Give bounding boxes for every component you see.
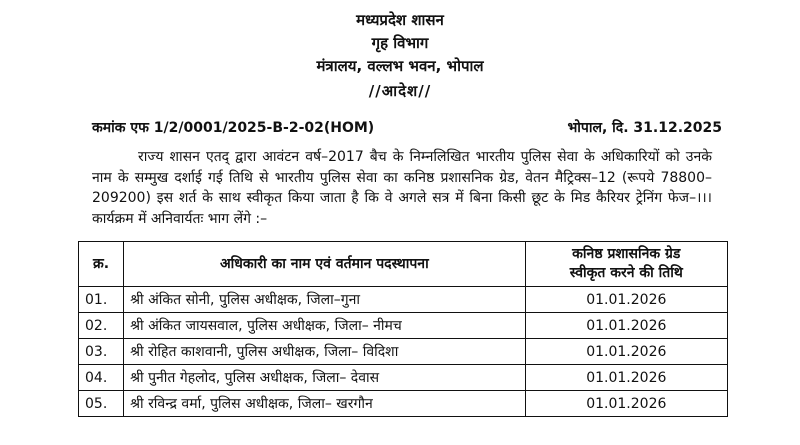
row-serial: 02.	[79, 313, 124, 339]
header-grade-date-line1: कनिष्ठ प्रशासनिक ग्रेड	[572, 246, 681, 262]
header-serial: क्र.	[79, 242, 124, 287]
order-number: कमांक एफ 1/2/0001/2025-B-2-02(HOM)	[92, 120, 375, 136]
header-government: मध्यप्रदेश शासन	[356, 11, 444, 29]
row-grade-date: 01.01.2026	[525, 391, 727, 417]
table-row	[79, 287, 728, 313]
row-grade-date: 01.01.2026	[525, 287, 727, 313]
header-grade-date-line2: स्वीकृत करने की तिथि	[569, 265, 683, 281]
row-serial: 04.	[79, 365, 124, 391]
row-officer-name: श्री अंकित जायसवाल, पुलिस अधीक्षक, जिला– नीमच	[124, 313, 526, 339]
header-grade-date	[525, 242, 727, 287]
table-row	[79, 339, 728, 365]
header-department: गृह विभाग	[371, 34, 429, 52]
order-body-text: राज्य शासन एतद् द्वारा आवंटन वर्ष–2017 बैच के निम्नलिखित भारतीय पुलिस सेवा के अधिकारियों को उनके नाम के सम्मुख दर्शाई गई तिथि से भारतीय पुलिस सेवा का कनिष्ठ प्रशासनिक ग्रेड, वेतन मैट्रिक्स–12 (रूपये 78800–209200) इस शर्त के साथ स्वीकृत किया जाता है कि वे अगले सत्र में बिना किसी छूट के मिड कैरियर ट्रेनिंग फेज–।।। कार्यक्रम में अनिवार्यतः भाग लेंगे :–	[92, 149, 712, 227]
table-row	[79, 365, 728, 391]
header-officer-name: अधिकारी का नाम एवं वर्तमान पदस्थापना	[124, 242, 526, 287]
row-grade-date: 01.01.2026	[525, 313, 727, 339]
order-place-date: भोपाल, दि. 31.12.2025	[567, 120, 722, 136]
officers-table	[78, 241, 728, 417]
row-officer-name: श्री अंकित सोनी, पुलिस अधीक्षक, जिला–गुना	[124, 287, 526, 313]
header-address: मंत्रालय, वल्लभ भवन, भोपाल	[316, 57, 484, 75]
row-serial: 05.	[79, 391, 124, 417]
table-header-row	[79, 242, 728, 287]
row-grade-date: 01.01.2026	[525, 365, 727, 391]
row-officer-name: श्री रोहित काशवानी, पुलिस अधीक्षक, जिला– विदिशा	[124, 339, 526, 365]
row-grade-date: 01.01.2026	[525, 339, 727, 365]
header-order-title: //आदेश//	[368, 82, 432, 100]
table-row	[79, 391, 728, 417]
row-serial: 01.	[79, 287, 124, 313]
row-officer-name: श्री रविन्द्र वर्मा, पुलिस अधीक्षक, जिला– खरगौन	[124, 391, 526, 417]
row-officer-name: श्री पुनीत गेहलोद, पुलिस अधीक्षक, जिला– देवास	[124, 365, 526, 391]
table-row	[79, 313, 728, 339]
row-serial: 03.	[79, 339, 124, 365]
